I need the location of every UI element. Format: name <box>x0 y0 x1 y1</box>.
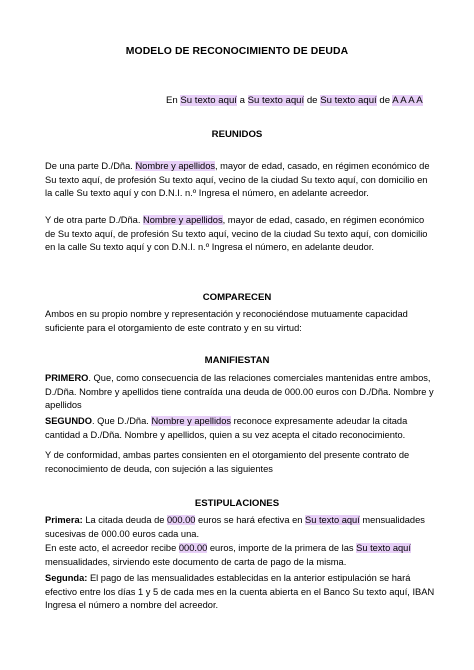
manifiestan-segundo <box>45 415 435 442</box>
paragraph-text: , mayor de edad, casado, en régimen económico de Su texto aquí, de profesión Su texto aquí, vecino de la ciudad Su texto aquí, con domicilio en la calle Su texto aquí y con D.N.I. n.º Ingresa el número, en adelante deudor. <box>45 215 428 253</box>
dateline-text: a <box>236 95 248 106</box>
placeholder-amount: 000.00 <box>178 543 208 553</box>
placeholder-name: Nombre y apellidos <box>135 161 216 171</box>
placeholder-city: Su texto aquí <box>180 95 237 106</box>
dateline-text: En <box>166 95 181 106</box>
estipulacion-segunda <box>45 572 435 613</box>
dateline-text: de <box>376 95 393 106</box>
reunidos-paragraph-acreedor <box>45 160 435 201</box>
paragraph-text: , mayor de edad, casado, en régimen económico de Su texto aquí, de profesión Su texto aquí, vecino de la ciudad Su texto aquí, con domicilio en la calle Su texto aquí y con D.N.I. n.º Ingresa el número, en adelante acreedor. <box>45 161 430 199</box>
placeholder-count: Su texto aquí <box>305 515 360 525</box>
placeholder-amount: 000.00 <box>167 515 196 525</box>
paragraph-text: . Que D./Dña. <box>92 416 152 426</box>
clause-label: SEGUNDO <box>45 416 93 426</box>
paragraph-text: . Que, como consecuencia de las relaciones comerciales mantenidas entre ambos, D./Dña. Nombre y apellidos tiene contraída una deuda de 000.00 euros con D./Dña. Nombre y apellidos <box>45 373 434 411</box>
placeholder-month: Su texto aquí <box>320 95 377 106</box>
paragraph-text: euros, importe de la primera de las <box>207 543 357 553</box>
paragraph-text: mensualidades sucesivas de 000.00 euros cada una. <box>45 515 425 539</box>
paragraph-text: De una parte D./Dña. <box>45 161 136 171</box>
paragraph-text: La citada deuda de <box>82 515 167 525</box>
clause-label: PRIMERO <box>45 373 89 383</box>
heading-comparecen: COMPARECEN <box>202 292 272 303</box>
estipulacion-acto <box>45 542 435 569</box>
heading-reunidos: REUNIDOS <box>211 129 263 140</box>
placeholder-day: Su texto aquí <box>247 95 305 106</box>
clause-label: Segunda: <box>45 573 88 583</box>
heading-estipulaciones: ESTIPULACIONES <box>194 498 280 509</box>
manifiestan-primero <box>45 372 435 413</box>
comparecen-paragraph: Ambos en su propio nombre y representación y reconociéndose mutuamente capacidad suficiente para el otorgamiento de este contrato y en su virtud: <box>45 309 408 333</box>
placeholder-name: Nombre y apellidos <box>143 215 223 225</box>
manifiestan-conformidad: Y de conformidad, ambas partes consienten en el otorgamiento del presente contrato de reconocimiento de deuda, con sujeción a las siguientes <box>45 450 410 474</box>
paragraph-text: mensualidades, sirviendo este documento de carta de pago de la misma. <box>45 556 347 567</box>
placeholder-count: Su texto aquí <box>356 543 411 553</box>
document-title: MODELO DE RECONOCIMIENTO DE DEUDA <box>125 46 349 57</box>
paragraph-text: Y de otra parte D./Dña. <box>45 215 144 225</box>
estipulacion-primera <box>45 514 435 541</box>
paragraph-text: reconoce expresamente adeudar la citada cantidad a D./Dña. Nombre y apellidos, quien a su vez acepta el citado reconocimiento. <box>45 416 408 440</box>
dateline-text: de <box>304 95 321 106</box>
placeholder-year: A A A A <box>392 95 423 106</box>
paragraph-text: En este acto, el acreedor recibe <box>45 543 179 553</box>
clause-label: Primera: <box>45 515 83 525</box>
reunidos-paragraph-deudor <box>45 214 435 255</box>
placeholder-name: Nombre y apellidos <box>151 416 232 426</box>
paragraph-text: El pago de las mensualidades establecidas en la anterior estipulación se hará efectivo entre los días 1 y 5 de cada mes en la cuenta abierta en el Banco Su texto aquí, IBAN Ingresa el número a nombre del acreedor. <box>45 573 435 611</box>
dateline <box>166 95 436 106</box>
paragraph-text: euros se hará efectiva en <box>195 515 305 525</box>
heading-manifiestan: MANIFIESTAN <box>204 355 270 366</box>
